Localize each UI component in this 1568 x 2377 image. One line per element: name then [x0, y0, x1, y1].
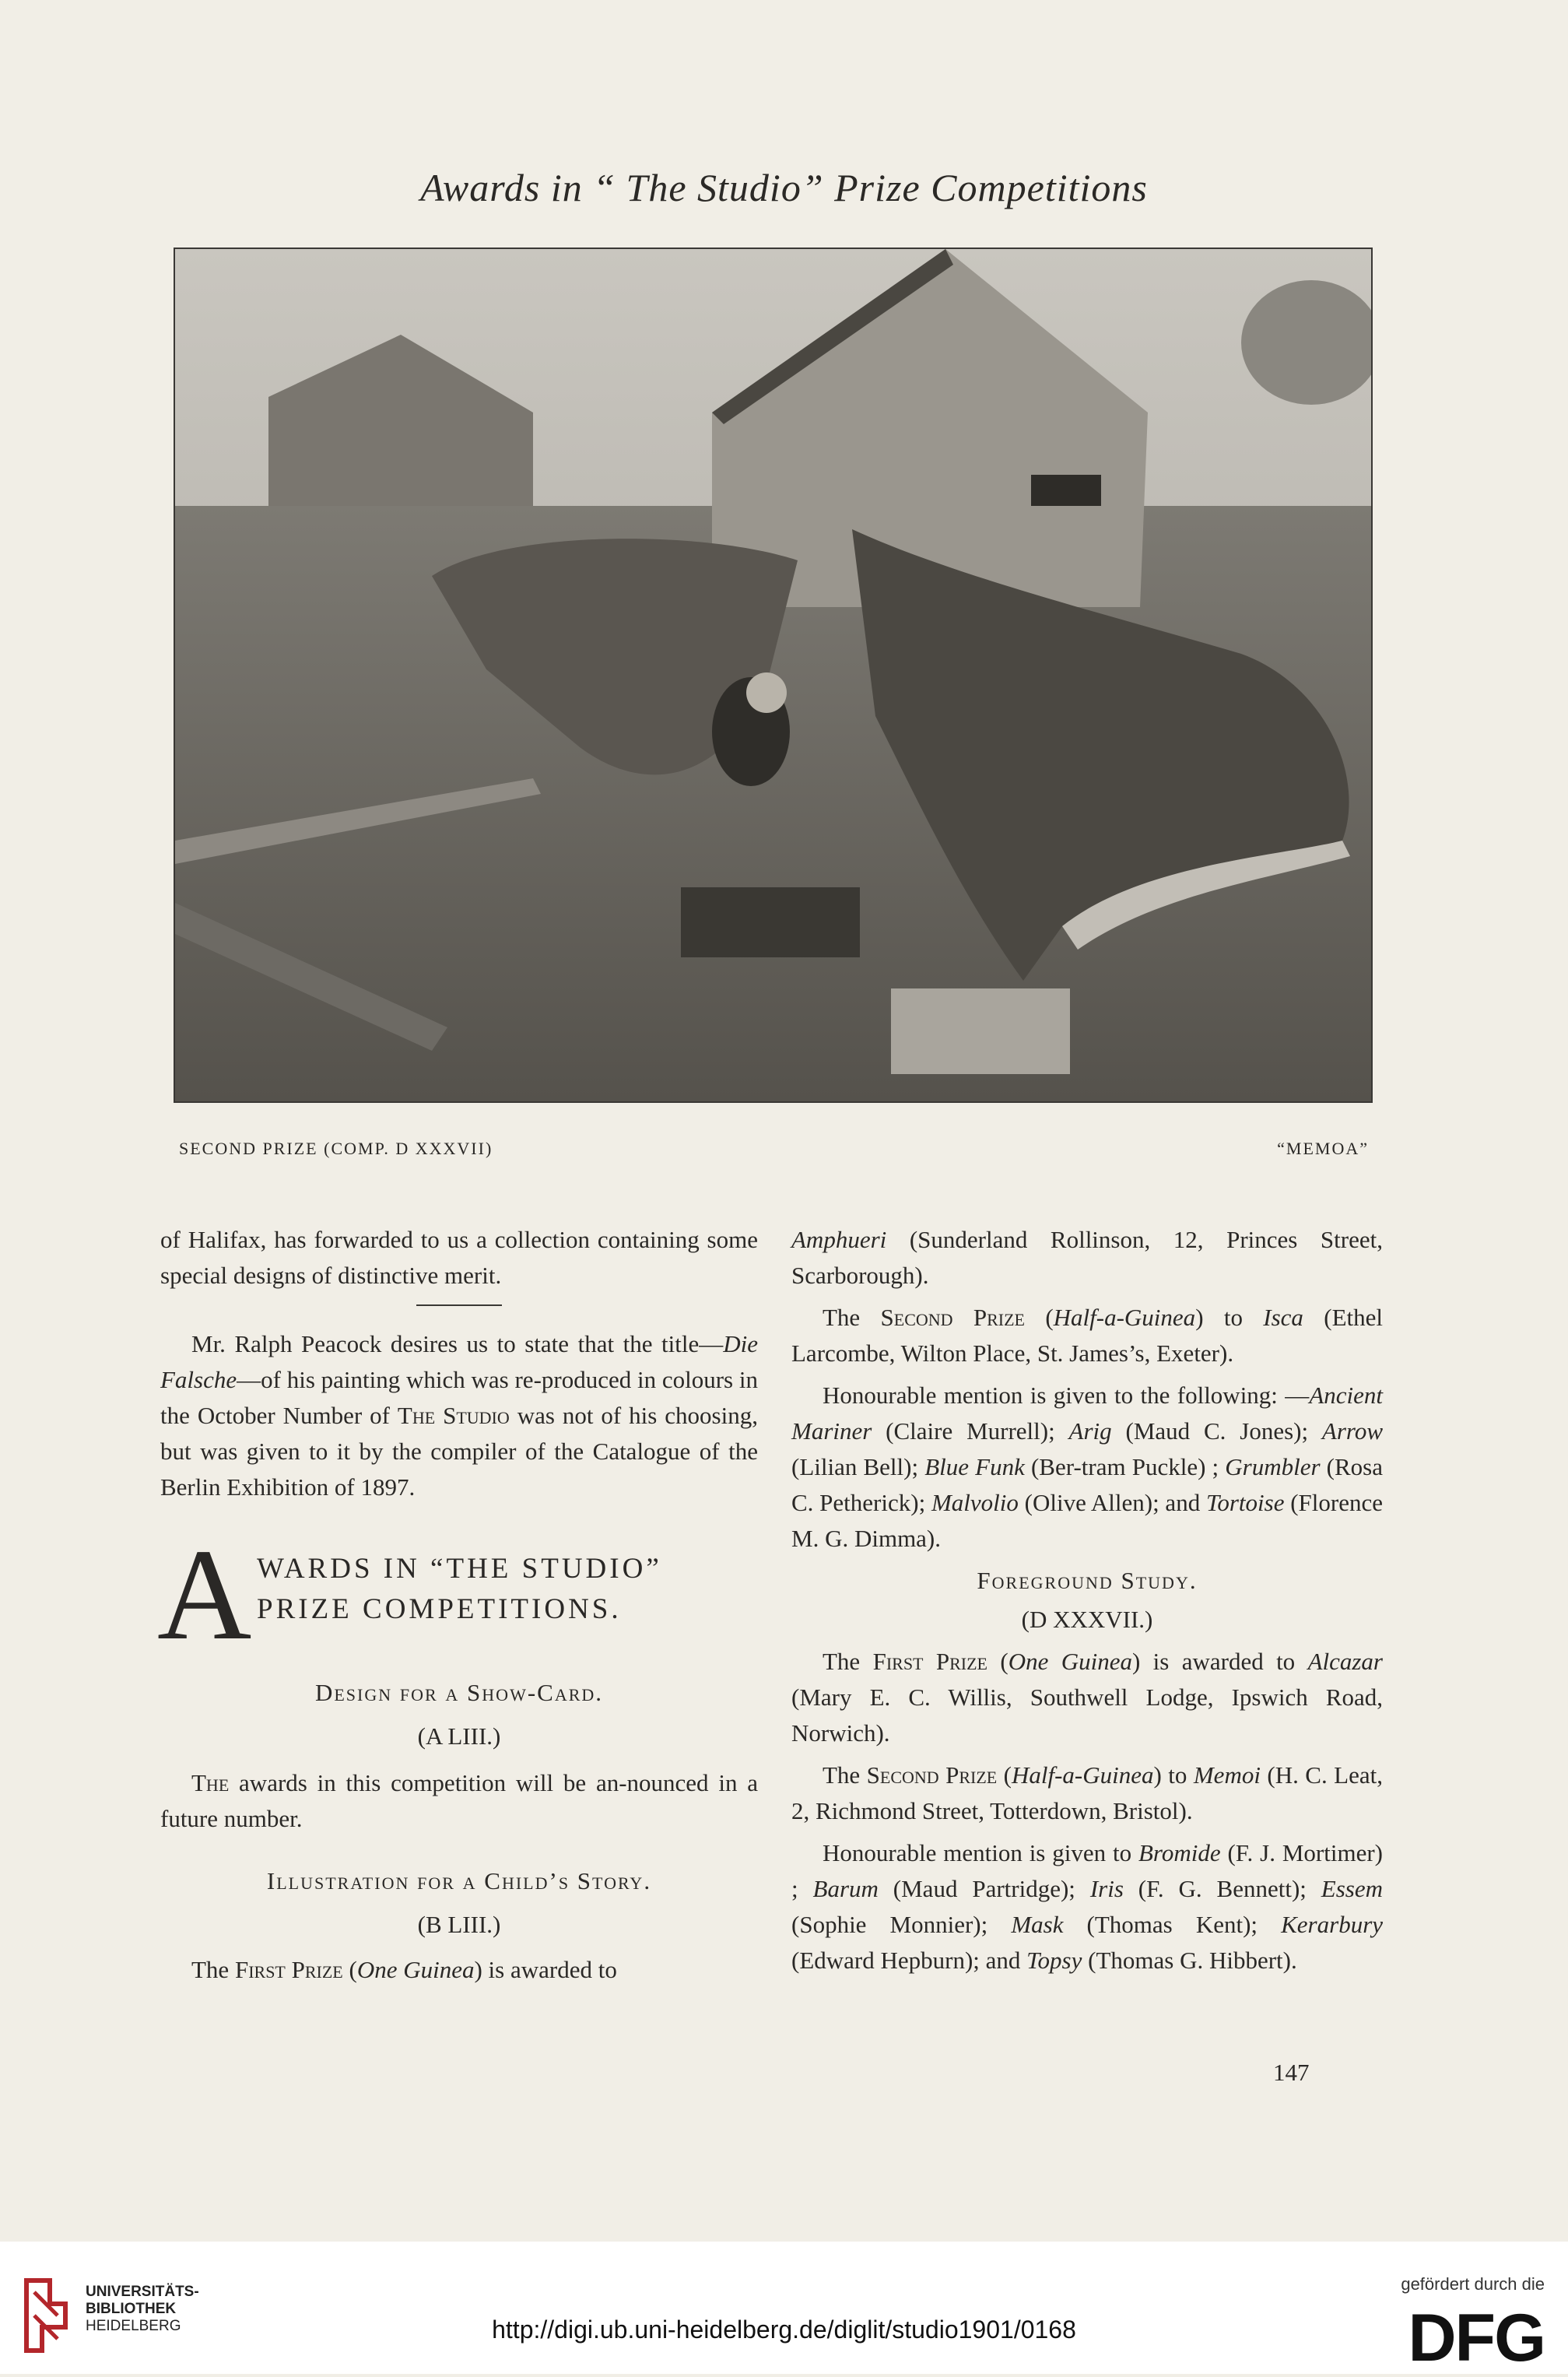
paragraph: The awards in this competition will be an-nounced in a future number.: [160, 1769, 758, 1832]
right-column: [791, 1222, 1383, 1985]
subheading: Foreground Study.: [977, 1567, 1198, 1594]
running-head: Awards in “ The Studio” Prize Competitions: [420, 166, 1148, 209]
competition-code: (B LIII.): [417, 1911, 501, 1938]
permalink-url[interactable]: http://digi.ub.uni-heidelberg.de/diglit/studio1901/0168: [492, 2316, 1076, 2344]
competition-code: (A LIII.): [417, 1722, 501, 1750]
section-divider: [416, 1304, 502, 1306]
left-column: [157, 1222, 758, 1994]
subheading: Design for a Show-Card.: [314, 1679, 604, 1706]
paragraph: Amphueri (Sunderland Rollinson, 12, Princes Street, Scarborough).: [791, 1226, 1383, 1289]
competition-code: (D XXXVII.): [1021, 1606, 1153, 1633]
section-headline: [157, 1522, 758, 1667]
boatyard-photo: [175, 249, 1371, 1101]
drop-cap: A: [157, 1522, 252, 1667]
paragraph: The Second Prize (Half-a-Guinea) to Isca (Ethel Larcombe, Wilton Place, St. James’s, Exeter).: [791, 1304, 1384, 1367]
footer-bar: [0, 2242, 1568, 2374]
subheading: Illustration for a Child’s Story.: [266, 1867, 652, 1894]
photo-caption-right: “MEMOA”: [1277, 1139, 1369, 1158]
paragraph: The Second Prize (Half-a-Guinea) to Memoi (H. C. Leat, 2, Richmond Street, Totterdown, Bristol).: [791, 1761, 1383, 1824]
funding-note: gefördert durch die: [1401, 2274, 1545, 2294]
paragraph: Honourable mention is given to Bromide (F. J. Mortimer) ; Barum (Maud Partridge); Iris (F. G. Bennett); Essem (Sophie Monnier); Mask (Thomas Kent); Kerarbury (Edward Hepburn); and Topsy (Thomas G. Hibbert).: [791, 1839, 1384, 1974]
library-name: UNIVERSITÄTS- BIBLIOTHEK HEIDELBERG: [86, 2284, 199, 2334]
photo-caption-left: SECOND PRIZE (COMP. D XXXVII): [179, 1139, 493, 1158]
headline-text: WARDS IN “THE STUDIO” PRIZE COMPETITIONS.: [257, 1553, 662, 1625]
photograph: [174, 248, 1373, 1103]
paragraph: Mr. Ralph Peacock desires us to state that the title—Die Falsche—of his painting which was re-produced in colours in the October Number of The Studio was not of his choosing, but was given to it by the compiler of the Catalogue of the Berlin Exhibition of 1897.: [160, 1330, 758, 1501]
paragraph: The First Prize (One Guinea) is awarded to Alcazar (Mary E. C. Willis, Southwell Lodge, Ipswich Road, Norwich).: [791, 1648, 1383, 1747]
paragraph: Honourable mention is given to the following: —Ancient Mariner (Claire Murrell); Arig (Maud C. Jones); Arrow (Lilian Bell); Blue Funk (Ber-tram Puckle) ; Grumbler (Rosa C. Petherick); Malvolio (Olive Allen); and Tortoise (Florence M. G. Dimma).: [791, 1382, 1384, 1552]
dfg-logo: DFG: [1408, 2301, 1545, 2375]
paragraph: The First Prize (One Guinea) is awarded to: [191, 1956, 617, 1983]
paragraph: of Halifax, has forwarded to us a collection containing some special designs of distinctive merit.: [160, 1226, 758, 1289]
page-number: 147: [1273, 2059, 1310, 2086]
